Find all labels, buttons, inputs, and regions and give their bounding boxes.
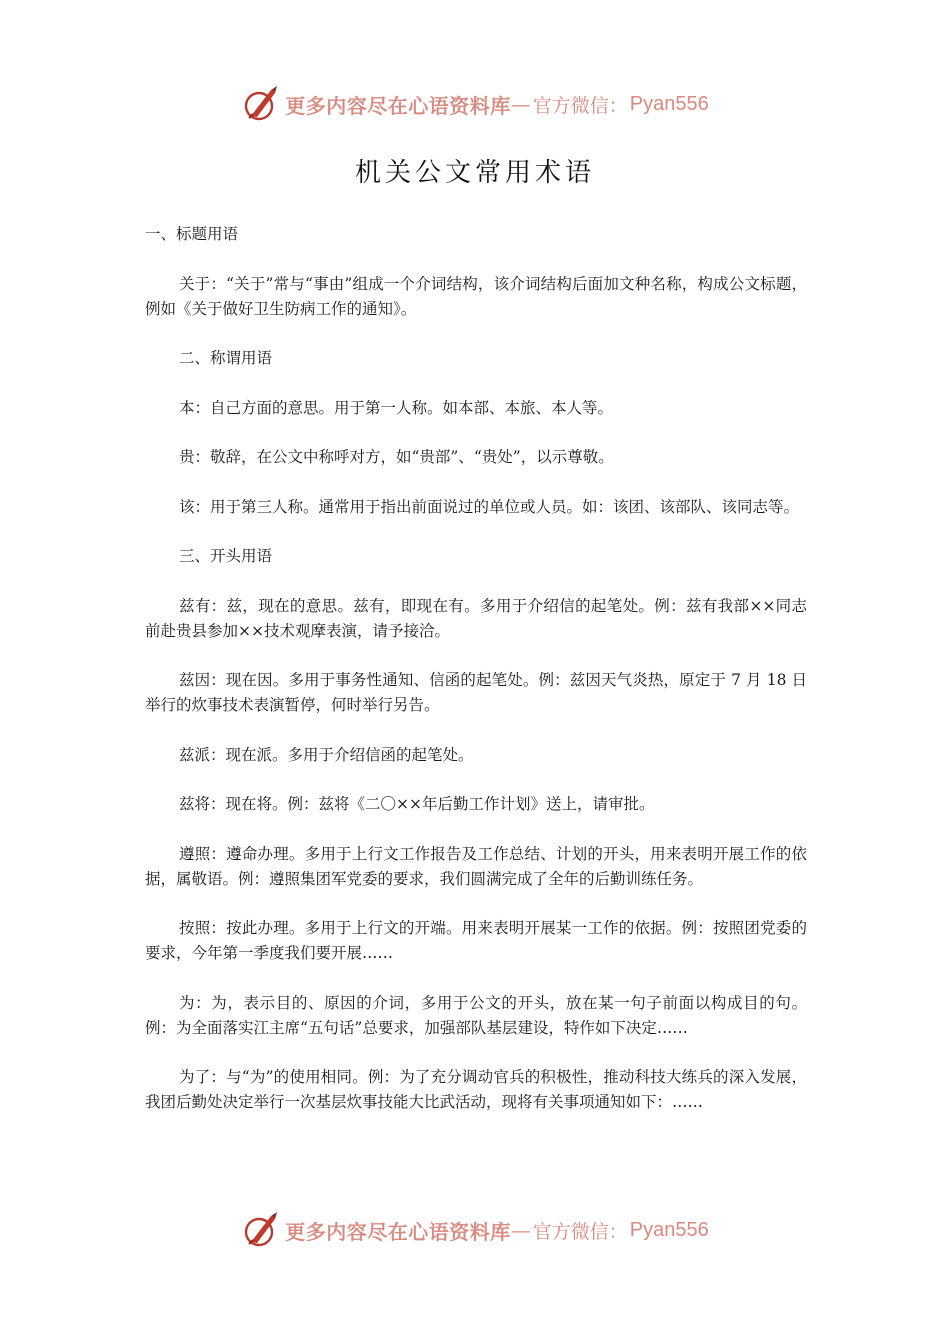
quill-logo-icon (241, 1210, 281, 1250)
quill-logo-icon (241, 84, 281, 124)
paragraph: 为：为，表示目的、原因的介词，多用于公文的开头，放在某一句子前面以构成目的句。例：为全面落实江主席“五句话”总要求，加强部队基层建设，特作如下决定…… (145, 993, 807, 1037)
watermark-wechat-id: Pyan556 (629, 92, 709, 115)
paragraph: 本：自己方面的意思。用于第一人称。如本部、本旅、本人等。 (179, 398, 614, 417)
paragraph: 兹派：现在派。多用于介绍信函的起笔处。 (179, 745, 474, 764)
paragraph: 遵照：遵命办理。多用于上行文工作报告及工作总结、计划的开头，用来表明开展工作的依据，属敬语。例：遵照集团军党委的要求，我们圆满完成了全年的后勤训练任务。 (145, 844, 807, 888)
paragraph: 按照：按此办理。多用于上行文的开端。用来表明开展某一工作的依据。例：按照团党委的要求，今年第一季度我们要开展…… (145, 919, 807, 962)
paragraph: 兹因：现在因。多用于事务性通知、信函的起笔处。例：兹因天气炎热，原定于 7 月 18 日举行的炊事技术表演暂停，何时举行另告。 (145, 671, 807, 714)
watermark-banner-bottom (0, 1208, 950, 1252)
watermark-separator: — (510, 92, 531, 116)
watermark-text: 更多内容尽在心语资料库 (285, 93, 511, 118)
section-heading: 一、标题用语 (145, 225, 239, 243)
section-heading: 三、开头用语 (179, 547, 273, 565)
watermark-banner-top (0, 82, 950, 126)
paragraph: 为了：与“为”的使用相同。例：为了充分调动官兵的积极性，推动科技大练兵的深入发展，我团后勤处决定举行一次基层炊事技能大比武活动，现将有关事项通知如下：…… (145, 1068, 807, 1111)
watermark-wechat-label: 官方微信： (532, 94, 628, 117)
paragraph: 该：用于第三人称。通常用于指出前面说过的单位或人员。如：该团、该部队、该同志等。 (179, 497, 800, 516)
watermark-wechat-id: Pyan556 (629, 1218, 709, 1241)
paragraph: 兹有：兹，现在的意思。兹有，即现在有。多用于介绍信的起笔处。例：兹有我部××同志前赴贵县参加××技术观摩表演，请予接洽。 (145, 596, 807, 640)
watermark-separator: — (510, 1218, 531, 1242)
paragraph: 兹将：现在将。例：兹将《二〇××年后勤工作计划》送上，请审批。 (179, 795, 655, 813)
watermark-wechat-label: 官方微信： (532, 1220, 628, 1243)
paragraph: 关于：“关于”常与“事由”组成一个介词结构，该介词结构后面加文种名称，构成公文标题，例如《关于做好卫生防病工作的通知》。 (145, 274, 807, 318)
paragraph: 贵：敬辞，在公文中称呼对方，如“贵部”、“贵处”，以示尊敬。 (179, 448, 614, 466)
document-body (145, 222, 807, 1140)
section-heading: 二、称谓用语 (179, 349, 273, 367)
document-title: 机关公文常用术语 (354, 158, 595, 188)
watermark-text: 更多内容尽在心语资料库 (285, 1219, 511, 1244)
